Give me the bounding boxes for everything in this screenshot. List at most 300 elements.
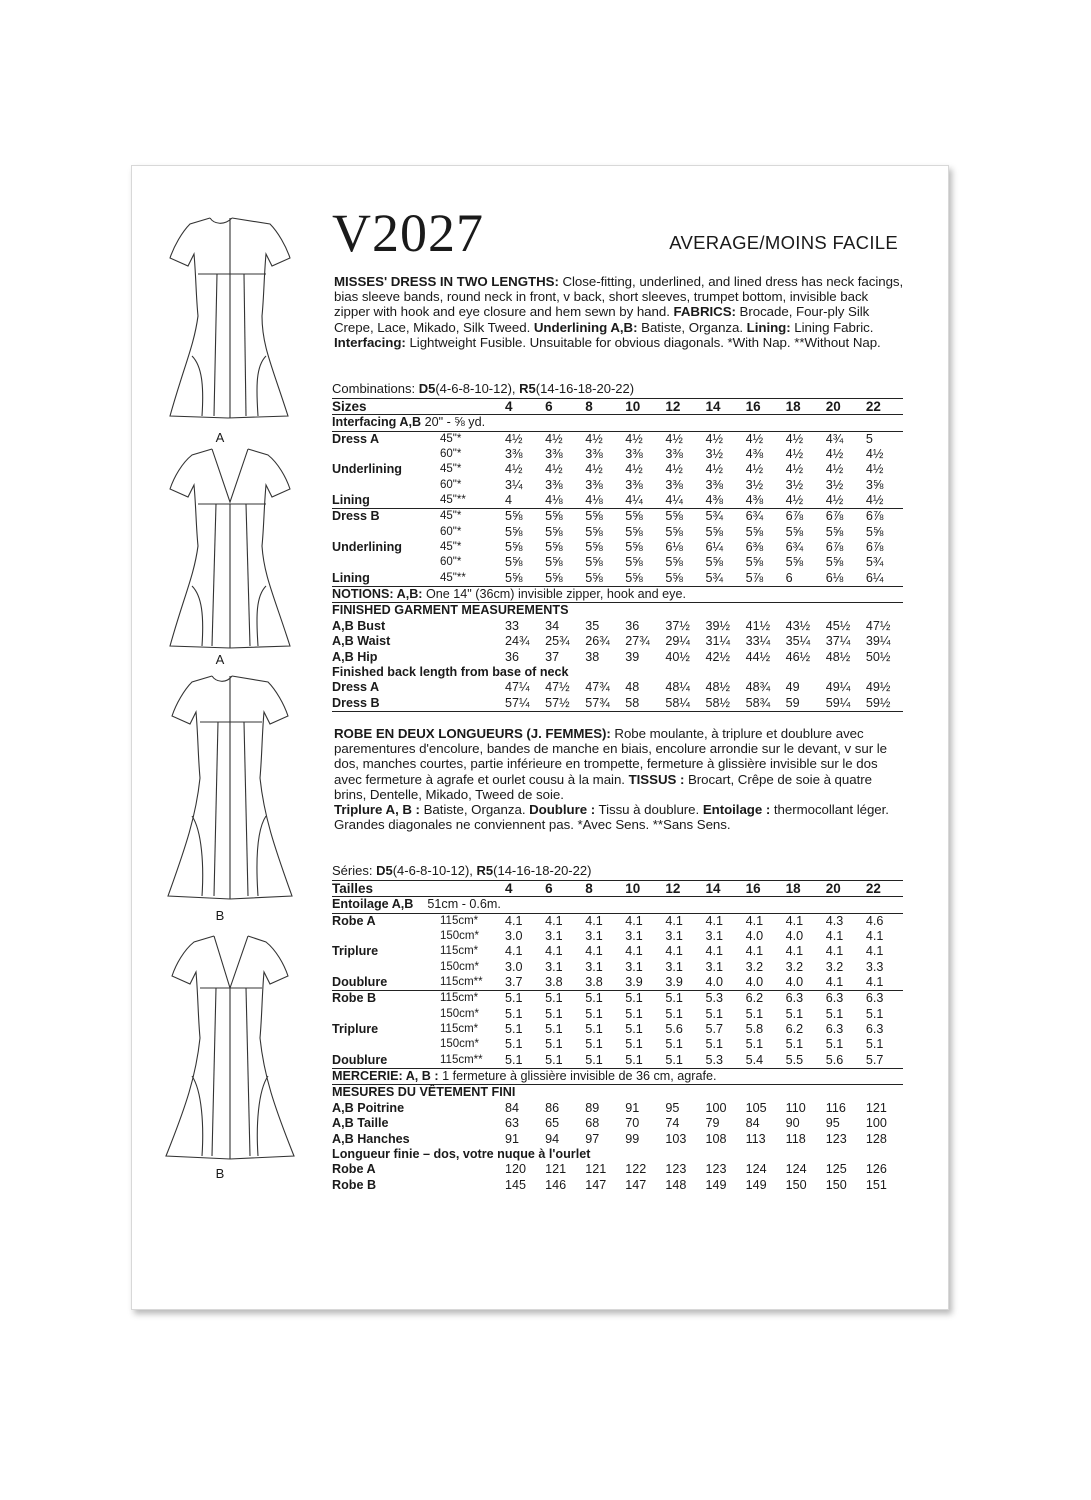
yardage-value: 4.1 <box>622 913 662 929</box>
notions-value: 1 fermeture à glissière invisible de 36 cm, agrafe. <box>438 1069 717 1084</box>
french-yardage-chart <box>332 880 903 1193</box>
yardage-value: 5¾ <box>702 509 742 525</box>
yardage-value: 4½ <box>825 447 844 462</box>
fabric-row <box>332 960 903 975</box>
yardage-value: 5.6 <box>665 1022 683 1037</box>
yardage-value: 3.8 <box>545 975 563 990</box>
measurement-value: 91 <box>505 1131 520 1146</box>
fabric-row <box>332 975 903 991</box>
yardage-value: 3.1 <box>705 929 723 944</box>
yardage-value: 3⅜ <box>545 447 563 462</box>
fabric-row <box>332 431 903 447</box>
yardage-value: 4⅜ <box>705 493 723 508</box>
yardage-value: 3⅜ <box>665 447 683 462</box>
yardage-value: 5⅝ <box>785 555 804 570</box>
measurement-value: 86 <box>545 1100 560 1115</box>
yardage-value: 5⅝ <box>745 555 764 570</box>
measurement-value: 27¾ <box>625 634 650 649</box>
fabric-width: 115cm* <box>440 945 479 958</box>
length-value: 49 <box>785 680 800 695</box>
yardage-value: 5.1 <box>545 1006 563 1021</box>
yardage-value: 4 <box>505 493 513 508</box>
yardage-value: 5.1 <box>705 1006 723 1021</box>
yardage-value: 4½ <box>585 462 603 477</box>
length-value: 58½ <box>702 696 742 712</box>
yardage-value: 5.1 <box>585 1006 603 1021</box>
size-header: 6 <box>542 881 582 897</box>
measurement-label: A,B Bust <box>332 618 386 633</box>
yardage-value: 5.1 <box>825 1037 844 1052</box>
yardage-value: 5⅝ <box>505 524 523 539</box>
french-combinations: Séries: D5(4-6-8-10-12), R5(14-16-18-20-22) <box>332 863 592 878</box>
measurement-value: 94 <box>545 1131 560 1146</box>
measurement-value: 65 <box>545 1116 560 1131</box>
length-value: 124 <box>785 1162 807 1177</box>
yardage-value: 5¾ <box>865 555 884 570</box>
yardage-value: 3.2 <box>745 959 764 974</box>
yardage-value: 5.1 <box>785 1006 804 1021</box>
size-header: 22 <box>863 881 903 897</box>
length-value: 58¾ <box>743 696 783 712</box>
yardage-value: 5.1 <box>502 991 542 1007</box>
english-combinations: Combinations: D5(4-6-8-10-12), R5(14-16-18-20-22) <box>332 381 635 396</box>
yardage-value: 3.1 <box>665 929 683 944</box>
fabric-width: 150cm* <box>440 930 479 943</box>
length-label: Dress A <box>332 680 380 695</box>
measurement-value: 95 <box>825 1116 840 1131</box>
yardage-value: 4.1 <box>783 913 823 929</box>
yardage-value: 4.1 <box>542 913 582 929</box>
size-header: 12 <box>662 399 702 415</box>
measurement-value: 128 <box>865 1131 887 1146</box>
yardage-value: 4⅛ <box>585 493 603 508</box>
measurement-row <box>332 619 903 634</box>
yardage-value: 5.1 <box>625 1052 643 1067</box>
fabric-label: Dress A <box>332 431 440 447</box>
yardage-value: 3⅜ <box>505 447 523 462</box>
yardage-value: 4.1 <box>743 913 783 929</box>
measurement-value: 34 <box>545 618 560 633</box>
yardage-value: 5.7 <box>865 1052 884 1067</box>
length-value: 47¾ <box>585 680 610 695</box>
yardage-value: 5⅝ <box>745 524 764 539</box>
fabric-width: 60"* <box>440 448 462 461</box>
yardage-value: 4½ <box>702 431 742 447</box>
size-header: 14 <box>702 399 742 415</box>
measurement-label: A,B Poitrine <box>332 1100 405 1115</box>
yardage-value: 6¼ <box>865 570 884 585</box>
sizes-row <box>332 881 903 897</box>
yardage-value: 4.1 <box>825 975 844 990</box>
measurement-value: 90 <box>785 1116 800 1131</box>
yardage-value: 5.1 <box>665 1052 683 1067</box>
length-value: 47¼ <box>505 680 530 695</box>
dress-b-front-drawing <box>168 676 292 899</box>
length-heading-row <box>332 1147 903 1162</box>
yardage-value: 5⅝ <box>825 524 844 539</box>
fabric-label <box>332 960 440 975</box>
yardage-value: 6⅞ <box>783 509 823 525</box>
measurement-value: 41½ <box>745 618 771 633</box>
fabric-row <box>332 555 903 570</box>
measurement-value: 84 <box>505 1100 520 1115</box>
measurement-value: 99 <box>625 1131 640 1146</box>
fabric-label: Triplure <box>332 1022 379 1037</box>
yardage-value: 4.1 <box>865 975 884 990</box>
size-header: 6 <box>542 399 582 415</box>
length-value: 123 <box>665 1162 687 1177</box>
length-value: 149 <box>705 1177 727 1192</box>
yardage-value: 3¼ <box>505 477 523 492</box>
yardage-value: 3.7 <box>505 975 523 990</box>
measurement-value: 40½ <box>665 649 690 664</box>
fabric-label <box>332 929 440 944</box>
yardage-value: 4½ <box>625 462 643 477</box>
yardage-value: 6⅛ <box>665 540 683 555</box>
fabric-row <box>332 447 903 462</box>
length-value: 57¼ <box>502 696 542 712</box>
yardage-value: 5⅝ <box>545 524 563 539</box>
yardage-value: 4¾ <box>823 431 863 447</box>
yardage-value: 6¾ <box>743 509 783 525</box>
measurement-value: 39¼ <box>865 634 891 649</box>
yardage-value: 6¾ <box>785 540 804 555</box>
measurement-value: 100 <box>705 1100 727 1115</box>
measurement-value: 36 <box>625 618 640 633</box>
yardage-value: 4.1 <box>825 929 844 944</box>
yardage-value: 6.3 <box>825 1022 844 1037</box>
length-value: 120 <box>505 1162 527 1177</box>
length-value: 58 <box>622 696 662 712</box>
yardage-value: 4.0 <box>745 975 764 990</box>
fabric-width: 115cm* <box>440 991 502 1007</box>
yardage-value: 5.1 <box>785 1037 804 1052</box>
notions-label: MERCERIE: A, B : <box>332 1069 439 1084</box>
measurement-value: 105 <box>745 1100 767 1115</box>
yardage-value: 4.1 <box>662 913 702 929</box>
yardage-value: 3.2 <box>785 959 804 974</box>
yardage-value: 4.1 <box>505 944 523 959</box>
yardage-value: 5⅝ <box>662 509 702 525</box>
yardage-value: 3½ <box>785 477 804 492</box>
measurement-value: 37 <box>545 649 560 664</box>
measurement-label: A,B Waist <box>332 634 391 649</box>
length-value: 57½ <box>542 696 582 712</box>
yardage-value: 5⅝ <box>625 524 643 539</box>
yardage-value: 4.1 <box>745 944 764 959</box>
yardage-value: 5⅝ <box>622 509 662 525</box>
size-header: 20 <box>823 399 863 415</box>
fabric-label: Lining <box>332 570 370 585</box>
figure-label-4: B <box>215 1166 225 1181</box>
yardage-value: 4½ <box>705 462 723 477</box>
measurement-value: 70 <box>625 1116 640 1131</box>
fabric-row <box>332 509 903 525</box>
fabric-label: Lining <box>332 493 370 508</box>
english-description: MISSES' DRESS IN TWO LENGTHS: Close-fitting, underlined, and lined dress has neck facings, bias sleeve bands, round neck in front, v back, short sleeves, trumpet bottom, invisible back zipper with hook and eye closure and hem sewn by hand. FABRICS: Brocade, Four-ply Silk Crepe, Lace, Mikado, Silk Tweed. Underlining A,B: Batiste, Organza. Lining: Lining Fabric. Interfacing: Lightweight Fusible. Unsuitable for obvious diagonals. *With Nap. **Without Nap. <box>334 274 904 350</box>
length-value: 58¼ <box>662 696 702 712</box>
fabric-label: Doublure <box>332 975 388 990</box>
measurement-value: 95 <box>665 1100 680 1115</box>
yardage-value: 5.1 <box>542 991 582 1007</box>
yardage-value: 4.6 <box>863 913 903 929</box>
length-label: Robe B <box>332 1177 377 1192</box>
yardage-value: 3.1 <box>585 959 603 974</box>
measurement-value: 25¾ <box>545 634 570 649</box>
yardage-value: 3.0 <box>505 929 523 944</box>
measurement-value: 74 <box>665 1116 680 1131</box>
yardage-value: 5.1 <box>865 1006 884 1021</box>
yardage-value: 5.1 <box>585 1022 603 1037</box>
yardage-value: 6¼ <box>705 540 723 555</box>
yardage-value: 5.1 <box>505 1052 523 1067</box>
length-heading-row <box>332 665 903 680</box>
yardage-value: 4½ <box>785 447 804 462</box>
yardage-value: 5⅝ <box>545 555 563 570</box>
yardage-value: 6⅜ <box>745 540 764 555</box>
yardage-value: 5.7 <box>705 1022 723 1037</box>
measurement-value: 37½ <box>665 618 690 633</box>
size-header: 10 <box>622 881 662 897</box>
yardage-value: 3.8 <box>585 975 603 990</box>
yardage-value: 3⅜ <box>665 477 683 492</box>
yardage-value: 5.5 <box>785 1052 804 1067</box>
interfacing-label: Interfacing A,B <box>332 415 422 430</box>
yardage-value: 4⅜ <box>745 447 764 462</box>
measurement-value: 43½ <box>785 618 811 633</box>
fabric-width: 115cm** <box>440 976 483 989</box>
measurement-label: A,B Taille <box>332 1116 389 1131</box>
interfacing-value: 20" - ⅝ yd. <box>421 415 486 430</box>
fabric-label: Underlining <box>332 462 402 477</box>
yardage-value: 3⅜ <box>705 477 723 492</box>
yardage-value: 5.1 <box>545 1037 563 1052</box>
fabric-label <box>332 555 440 570</box>
yardage-value: 4½ <box>622 431 662 447</box>
measurement-value: 108 <box>705 1131 727 1146</box>
yardage-value: 4½ <box>865 493 884 508</box>
measurement-row <box>332 1116 903 1131</box>
measurement-value: 84 <box>745 1116 760 1131</box>
length-label: Robe A <box>332 1162 376 1177</box>
fabric-row <box>332 478 903 493</box>
yardage-value: 3.0 <box>505 959 523 974</box>
yardage-value: 5.1 <box>582 991 622 1007</box>
length-value: 126 <box>865 1162 887 1177</box>
notions-label: NOTIONS: A,B: <box>332 587 423 602</box>
yardage-value: 5 <box>863 431 903 447</box>
yardage-value: 3⅜ <box>625 447 643 462</box>
fabric-width: 115cm** <box>440 1053 483 1066</box>
yardage-value: 4½ <box>662 431 702 447</box>
measurement-value: 110 <box>785 1100 806 1115</box>
measurement-label: A,B Hanches <box>332 1131 410 1146</box>
yardage-value: 4½ <box>865 462 884 477</box>
length-row <box>332 680 903 695</box>
yardage-value: 6.2 <box>743 991 783 1007</box>
fabric-row <box>332 493 903 509</box>
yardage-value: 5⅝ <box>502 509 542 525</box>
fabric-label: Robe A <box>332 913 440 929</box>
yardage-value: 4½ <box>783 431 823 447</box>
measurement-row <box>332 1101 903 1116</box>
size-header: 14 <box>702 881 742 897</box>
yardage-value: 4.1 <box>865 944 884 959</box>
yardage-value: 6.3 <box>865 1022 884 1037</box>
measurement-value: 45½ <box>825 618 851 633</box>
fabric-row <box>332 991 903 1007</box>
notions-row <box>332 587 903 603</box>
yardage-value: 4.1 <box>865 929 884 944</box>
figure-label-2: A <box>215 652 225 667</box>
fabric-row <box>332 571 903 587</box>
length-value: 147 <box>625 1177 647 1192</box>
yardage-value: 5.1 <box>585 1037 603 1052</box>
measurement-value: 37¼ <box>825 634 851 649</box>
yardage-value: 5⅝ <box>585 524 603 539</box>
yardage-value: 5⅝ <box>585 570 603 585</box>
yardage-value: 5.1 <box>662 991 702 1007</box>
measurement-value: 39 <box>625 649 640 664</box>
length-value: 122 <box>625 1162 647 1177</box>
fabric-label <box>332 447 440 462</box>
length-value: 59 <box>783 696 823 712</box>
measurement-value: 33 <box>505 618 520 633</box>
yardage-value: 4.1 <box>785 944 804 959</box>
length-heading: Finished back length from base of neck <box>332 664 569 679</box>
yardage-value: 4½ <box>582 431 622 447</box>
length-value: 124 <box>745 1162 767 1177</box>
finished-heading-row <box>332 603 903 619</box>
measurement-value: 33¼ <box>745 634 771 649</box>
fabric-width: 60"* <box>440 525 462 538</box>
length-value: 59½ <box>863 696 903 712</box>
length-value: 150 <box>825 1177 847 1192</box>
yardage-value: 6⅞ <box>865 540 884 555</box>
yardage-value: 6⅞ <box>863 509 903 525</box>
yardage-value: 5.1 <box>505 1022 523 1037</box>
yardage-value: 6⅞ <box>825 540 844 555</box>
measurement-value: 48½ <box>825 649 851 664</box>
yardage-value: 4.1 <box>545 944 563 959</box>
yardage-value: 5¾ <box>705 570 723 585</box>
yardage-value: 6.3 <box>823 991 863 1007</box>
yardage-value: 4½ <box>542 431 582 447</box>
measurement-value: 38 <box>585 649 600 664</box>
yardage-value: 4½ <box>785 493 804 508</box>
size-header: 18 <box>783 881 823 897</box>
figure-label-3: B <box>215 908 225 923</box>
finished-heading-row <box>332 1085 903 1101</box>
fabric-row <box>332 540 903 555</box>
size-header: 12 <box>662 881 702 897</box>
yardage-value: 4.1 <box>705 944 723 959</box>
yardage-value: 5.8 <box>745 1022 764 1037</box>
fabric-label: Dress B <box>332 509 440 525</box>
yardage-value: 4½ <box>502 431 542 447</box>
yardage-value: 3.1 <box>625 929 643 944</box>
yardage-value: 5⅝ <box>625 555 643 570</box>
size-header: 4 <box>502 399 542 415</box>
yardage-value: 5⅝ <box>505 555 523 570</box>
length-value: 123 <box>705 1162 727 1177</box>
measurement-value: 63 <box>505 1116 520 1131</box>
measurement-row <box>332 634 903 649</box>
length-label: Dress B <box>332 696 502 712</box>
interfacing-row <box>332 897 903 913</box>
yardage-value: 3.3 <box>865 959 884 974</box>
size-header: 8 <box>582 881 622 897</box>
size-header: 16 <box>743 399 783 415</box>
yardage-value: 3.1 <box>665 959 683 974</box>
fabric-row <box>332 1037 903 1052</box>
measurement-value: 42½ <box>705 649 730 664</box>
yardage-value: 4½ <box>825 493 844 508</box>
measurement-value: 35¼ <box>785 634 811 649</box>
yardage-value: 5⅝ <box>582 509 622 525</box>
yardage-value: 5.4 <box>745 1052 764 1067</box>
fabric-width: 45"* <box>440 541 462 554</box>
dress-b-back-drawing <box>166 936 294 1159</box>
measurement-value: 26¾ <box>585 634 610 649</box>
measurement-value: 31¼ <box>705 634 730 649</box>
yardage-value: 6⅛ <box>825 570 844 585</box>
fabric-row <box>332 944 903 959</box>
yardage-value: 5⅝ <box>665 555 683 570</box>
yardage-value: 4⅜ <box>745 493 764 508</box>
yardage-value: 4¼ <box>665 493 683 508</box>
yardage-value: 6.3 <box>863 991 903 1007</box>
measurement-value: 89 <box>585 1100 600 1115</box>
fabric-width: 150cm* <box>440 1038 479 1051</box>
yardage-value: 3.1 <box>545 959 563 974</box>
size-header: 10 <box>622 399 662 415</box>
length-value: 148 <box>665 1177 687 1192</box>
yardage-value: 3.1 <box>585 929 603 944</box>
yardage-value: 5⅝ <box>865 524 884 539</box>
length-value: 48½ <box>705 680 730 695</box>
size-header: 8 <box>582 399 622 415</box>
length-row <box>332 1178 903 1193</box>
yardage-value: 6⅞ <box>823 509 863 525</box>
fabric-label: Doublure <box>332 1052 388 1067</box>
fabric-row <box>332 462 903 477</box>
length-row <box>332 1162 903 1177</box>
measurement-value: 44½ <box>745 649 771 664</box>
yardage-value: 4.1 <box>702 913 742 929</box>
yardage-value: 4.1 <box>665 944 683 959</box>
measurement-value: 113 <box>745 1131 766 1146</box>
measurement-row <box>332 650 903 665</box>
length-value: 49½ <box>865 680 891 695</box>
length-heading: Longueur finie – dos, votre nuque à l'ourlet <box>332 1146 591 1161</box>
yardage-value: 5.1 <box>625 1022 643 1037</box>
finished-measurements-heading: MESURES DU VÊTEMENT FINI <box>332 1085 903 1101</box>
length-value: 48¾ <box>745 680 771 695</box>
yardage-value: 5.1 <box>505 1006 523 1021</box>
sizes-label: Tailles <box>332 881 502 897</box>
yardage-value: 4½ <box>865 447 884 462</box>
yardage-value: 3½ <box>825 477 844 492</box>
finished-measurements-heading: FINISHED GARMENT MEASUREMENTS <box>332 603 903 619</box>
yardage-value: 3⅝ <box>865 477 884 492</box>
yardage-value: 3⅜ <box>625 477 643 492</box>
length-value: 121 <box>585 1162 607 1177</box>
length-value: 48 <box>625 680 640 695</box>
english-yardage-chart <box>332 398 903 712</box>
yardage-value: 5.1 <box>625 1006 643 1021</box>
yardage-value: 5⅝ <box>705 555 723 570</box>
